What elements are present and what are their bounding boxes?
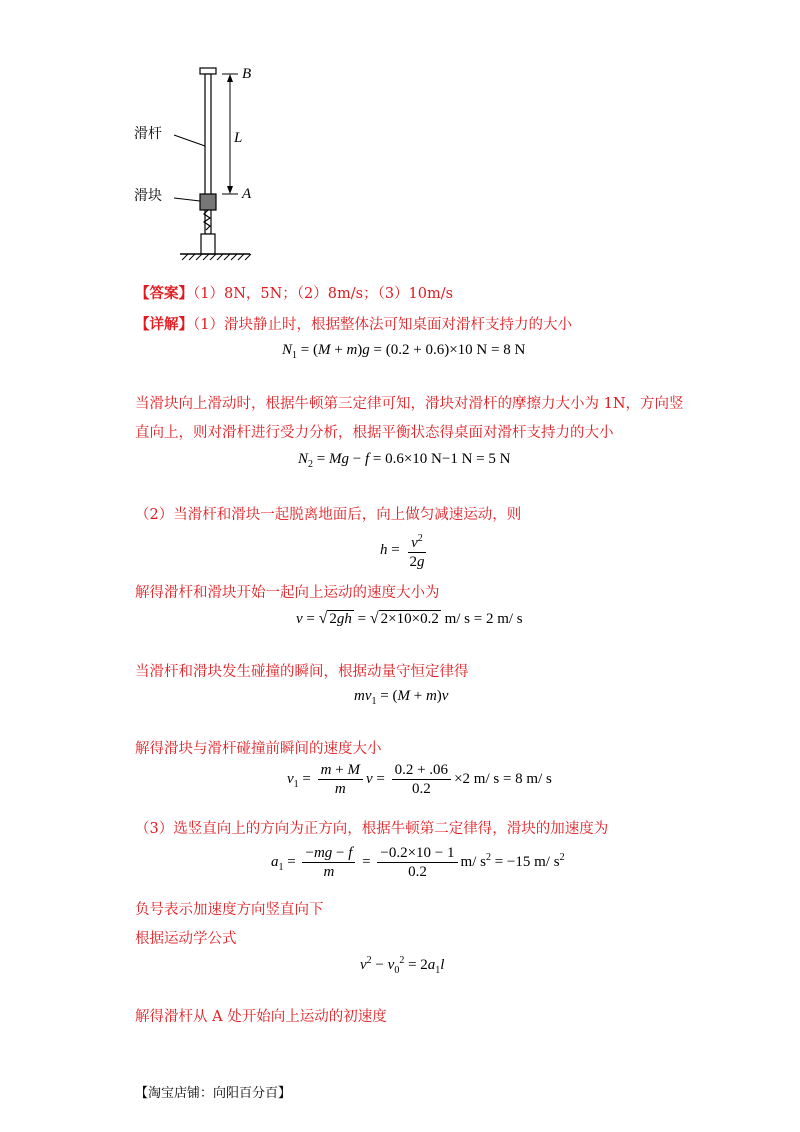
equation-3: h = $\frac{v^2}{2g}$ xyxy=(380,533,425,570)
rod-cap xyxy=(200,68,216,74)
detail-p5: 当滑杆和滑块发生碰撞的瞬间，根据动量守恒定律得 xyxy=(135,664,469,680)
detail-p6: 解得滑块与滑杆碰撞前瞬间的速度大小 xyxy=(135,741,382,757)
rod-block-diagram xyxy=(130,60,280,270)
label-b: B xyxy=(242,66,252,82)
equation-6: $v_1$ = $\frac{m + M}{m}$ v = $\frac{0.2 + .06}{0.2}$ ×2 m/ s = 8 m/ s xyxy=(287,762,552,797)
detail-p4: 解得滑杆和滑块开始一起向上运动的速度大小为 xyxy=(135,585,440,601)
answer-line xyxy=(135,282,453,303)
detail-p10: 解得滑杆从 A 处开始向上运动的初速度 xyxy=(135,1009,387,1025)
detail-tag: 【详解】 xyxy=(135,316,193,333)
detail-p3: （2）当滑杆和滑块一起脱离地面后，向上做匀减速运动，则 xyxy=(135,507,522,523)
arrow-up xyxy=(227,74,233,82)
label-l: L xyxy=(234,130,243,146)
detail-p9: 根据运动学公式 xyxy=(135,931,237,947)
equation-2: $N_2 = Mg - f = 0.6\times 10$ N−1 N = 5 N xyxy=(298,451,511,470)
leader-block xyxy=(174,198,200,201)
answer-tag: 【答案】 xyxy=(135,285,193,302)
label-block: 滑块 xyxy=(134,188,162,204)
equation-4: v = √ 2gh = √ 2×10×0.2 m/ s = 2 m/ s xyxy=(296,610,523,627)
detail-p7: （3）选竖直向上的方向为正方向，根据牛顿第二定律得，滑块的加速度为 xyxy=(135,821,609,837)
rod-base xyxy=(201,234,215,254)
equation-8: $v^2 - v_0^2 = 2a_1l$ xyxy=(360,955,445,976)
slider-block xyxy=(200,194,216,210)
label-a: A xyxy=(242,186,252,202)
detail-p1: （1）滑块静止时，根据整体法可知桌面对滑杆支持力的大小 xyxy=(193,317,572,333)
detail-p2a: 当滑块向上滑动时，根据牛顿第三定律可知，滑块对滑杆的摩擦力大小为 1N，方向竖 xyxy=(135,396,684,412)
leader-rod xyxy=(174,135,205,146)
detail-p8: 负号表示加速度方向竖直向下 xyxy=(135,902,324,918)
label-rod: 滑杆 xyxy=(134,126,162,142)
footer-shop-label: 【淘宝店铺：向阳百分百】 xyxy=(135,1086,292,1101)
equation-1: $N_1 = (M + m)g = (0.2 + 0.6)\times 10$ N = 8 N xyxy=(282,342,526,361)
equation-5: $mv_1 = (M + m)v$ xyxy=(354,688,449,707)
ground-hatch xyxy=(182,254,251,260)
detail-p2b: 直向上，则对滑杆进行受力分析，根据平衡状态得桌面对滑杆支持力的大小 xyxy=(135,425,614,441)
equation-7: $a_1$ = $\frac{-mg - f}{m}$ = $\frac{-0.2\times 10 - 1}{0.2}$ m/ $s^2 = -15$ m/ $s^2$ xyxy=(271,845,565,880)
answer-text: （1）8N，5N；（2）8m/s；（3）10m/s xyxy=(193,286,454,302)
arrow-down xyxy=(227,186,233,194)
detail-line-1 xyxy=(135,313,572,334)
